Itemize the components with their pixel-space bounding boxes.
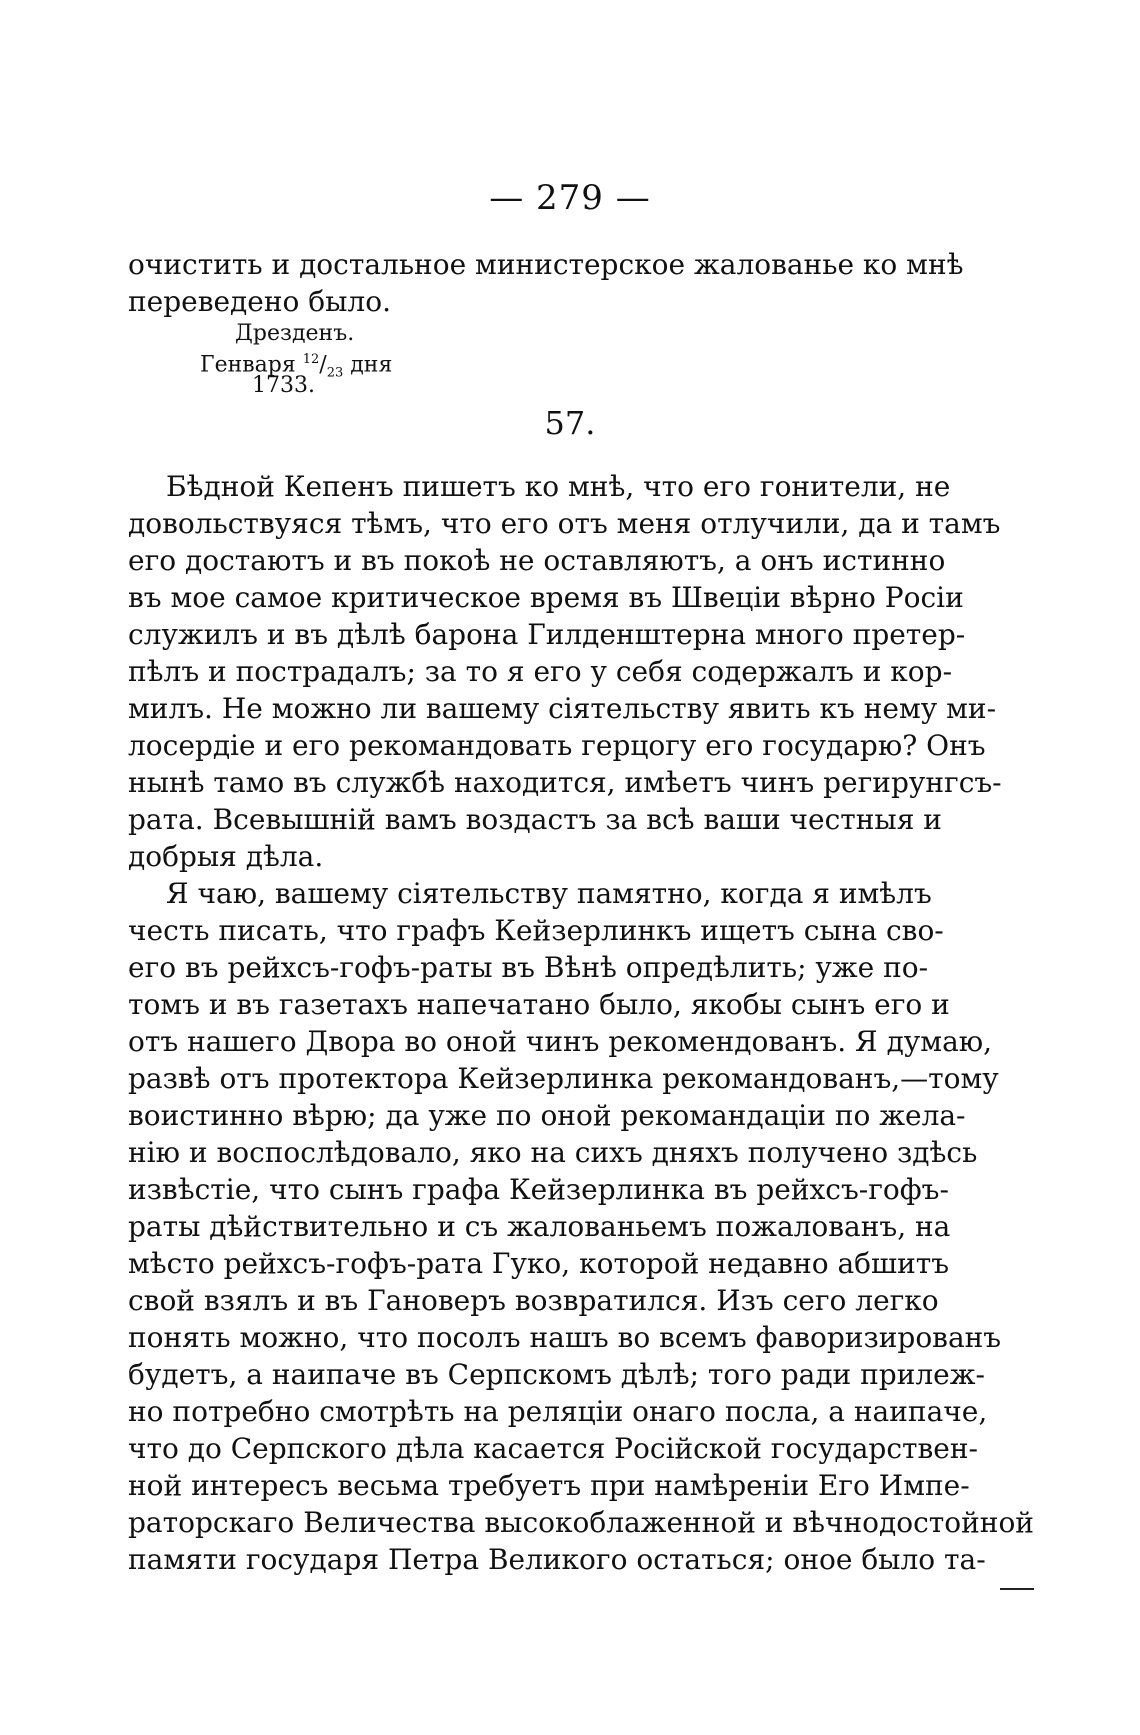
text-line: милъ. Не можно ли вашему сіятельству явить къ нему ми- <box>128 692 997 725</box>
date-denominator: 23 <box>326 365 344 381</box>
text-line: служилъ и въ дѣлѣ барона Гилденштерна много претер- <box>128 618 966 651</box>
margin-rule <box>1000 1588 1034 1590</box>
text-line: воистинно вѣрю; да уже по оной рекомандаціи по жела- <box>128 1099 966 1132</box>
text-line: ной интересъ весьма требуетъ при намѣреніи Его Импе- <box>128 1469 970 1502</box>
text-line: Бѣдной Кепенъ пишетъ ко мнѣ, что его гонители, не <box>166 470 951 503</box>
text-line: что до Серпского дѣла касается Російской государствен- <box>128 1432 978 1465</box>
text-line: памяти государя Петра Великого остаться; оное было та- <box>128 1543 986 1576</box>
text-line: переведено было. <box>128 285 391 318</box>
text-line: будетъ, а наипаче въ Серпскомъ дѣлѣ; того ради прилеж- <box>128 1358 985 1391</box>
text-line: рата. Всевышній вамъ воздастъ за всѣ ваши честныя и <box>128 803 942 836</box>
text-line: его въ рейхсъ-гофъ-раты въ Вѣнѣ опредѣлить; уже по- <box>128 951 929 984</box>
signature-place: Дрезденъ. <box>235 321 355 346</box>
text-line: отъ нашего Двора во оной чинъ рекомендованъ. Я думаю, <box>128 1025 993 1058</box>
continuation-text <box>128 246 964 320</box>
text-line: лосердіе и его рекомандовать герцогу его государю? Онъ <box>128 729 986 762</box>
page-number: — 279 — <box>489 178 651 218</box>
signature-year: 1733. <box>252 373 315 398</box>
text-line: но потребно смотрѣть на реляціи онаго посла, а наипаче, <box>128 1395 988 1428</box>
text-line: пѣлъ и пострадалъ; за то я его у себя содержалъ и кор- <box>128 655 953 688</box>
text-line: его достаютъ и въ покоѣ не оставляютъ, а онъ истинно <box>128 544 946 577</box>
text-line: честь писать, что графъ Кейзерлинкъ ищетъ сына сво- <box>128 914 944 947</box>
paragraph-2 <box>128 875 1034 1578</box>
text-line: томъ и въ газетахъ напечатано было, якобы сынъ его и <box>128 988 950 1021</box>
text-line: довольствуяся тѣмъ, что его отъ меня отлучили, да и тамъ <box>128 507 1001 540</box>
paragraph-1 <box>128 468 1002 875</box>
date-prefix: Генваря <box>200 352 296 378</box>
text-line: свой взялъ и въ Гановеръ возвратился. Изъ сего легко <box>128 1284 939 1317</box>
text-line: нію и воспослѣдовало, яко на сихъ дняхъ получено здѣсь <box>128 1136 978 1169</box>
letter-number: 57. <box>544 404 596 442</box>
text-line: раты дѣйствительно и съ жалованьемъ пожалованъ, на <box>128 1210 951 1243</box>
text-line: Я чаю, вашему сіятельству памятно, когда я имѣлъ <box>166 877 932 910</box>
text-line: нынѣ тамо въ службѣ находится, имѣетъ чинъ регирунгсъ- <box>128 766 1002 799</box>
text-line: понять можно, что посолъ нашъ во всемъ фаворизированъ <box>128 1321 1002 1354</box>
date-suffix: дня <box>350 352 393 378</box>
text-line: мѣсто рейхсъ-гофъ-рата Гуко, которой недавно абшитъ <box>128 1247 950 1280</box>
text-line: извѣстіе, что сынъ графа Кейзерлинка въ рейхсъ-гофъ- <box>128 1173 949 1206</box>
text-line: развѣ отъ протектора Кейзерлинка рекомандованъ,—тому <box>128 1062 999 1095</box>
text-line: раторскаго Величества высокоблаженной и вѣчнодостойной <box>128 1506 1034 1539</box>
signature-date: Генваря $^{12}/_{23}$ дня <box>200 352 393 381</box>
date-numerator: 12 <box>302 352 320 367</box>
text-line: очистить и достальное министерское жалованье ко мнѣ <box>128 248 964 281</box>
text-line: въ мое самое критическое время въ Швеціи вѣрно Росіи <box>128 581 964 614</box>
text-line: добрыя дѣла. <box>128 840 324 873</box>
